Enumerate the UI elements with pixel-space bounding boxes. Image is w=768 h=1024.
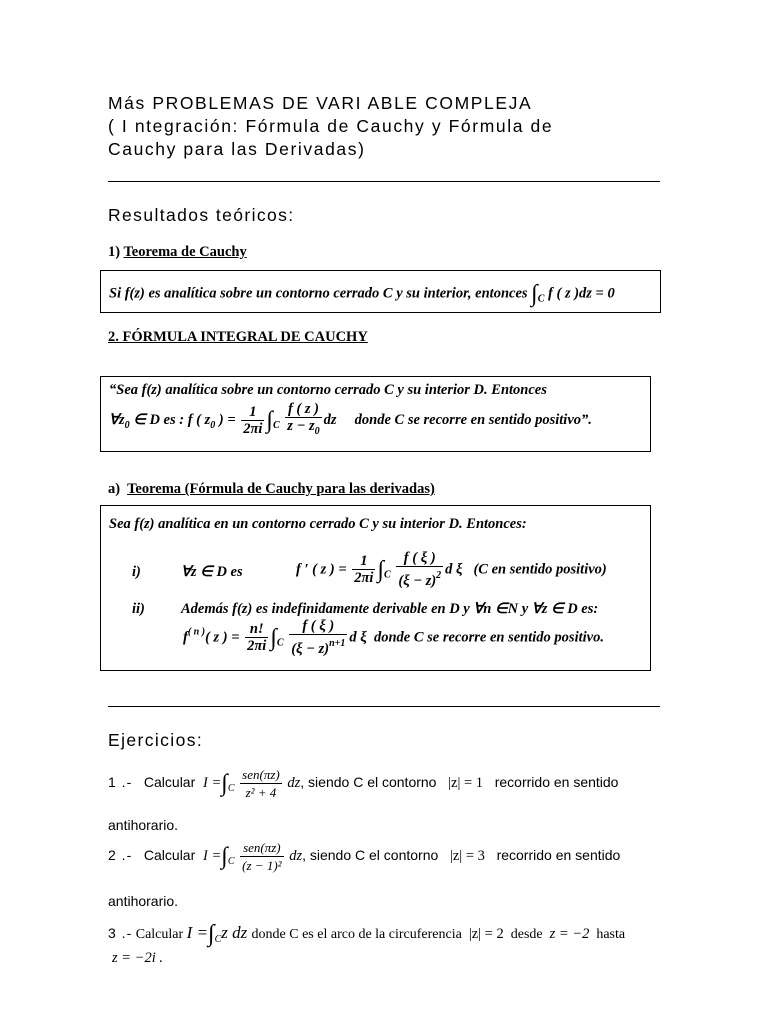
- ejercicio-1: 1 .- Calcular $I =\int_C$ $\frac{\text{sen(πz)}}{\text{z² + 4}}$ dz, siendo C el contorno |z| = 1 recorrido en sentido: [108, 767, 619, 800]
- teorema-cauchy-heading: [108, 244, 247, 261]
- item-i-condition: ∀z ∈ D es: [181, 564, 243, 580]
- exercise-integral: $I =\int_Cz$ dz: [186, 921, 248, 947]
- fraction: $\frac{f ( \xi )}{(\xi - z)^{n+1}}$: [291, 618, 346, 657]
- teorema-cauchy-box: [100, 270, 661, 313]
- teorema-derivadas-intro: Sea f(z) analítica en un contorno cerrado C y su interior D. Entonces:: [109, 516, 527, 532]
- teorema-derivadas-box: [100, 505, 651, 671]
- title-line-2: ( I ntegración: Fórmula de Cauchy y Fórmula de: [108, 116, 554, 136]
- title-line-3: Cauchy para las Derivadas): [108, 139, 366, 159]
- exercise-integral: $I =\int_C$ $\frac{\text{sen(πz)}}{\text{(z − 1)²}}$ dz: [203, 840, 303, 873]
- formula-integral-heading: 2. FÓRMULA INTEGRAL DE CAUCHY: [108, 329, 368, 345]
- ejercicios-heading: Ejercicios:: [108, 730, 204, 750]
- formula-integral-box: [100, 376, 651, 452]
- item-i-formula: f ′ ( z ) = $\frac{1}{2\pi i}$ $\int_C$ $\frac{f ( \xi )}{(\xi - z)^2}$ d ξ (C en sentido positivo): [296, 550, 607, 589]
- formula-integral-line1: “Sea f(z) analítica sobre un contorno cerrado C y su interior D. Entonces: [109, 382, 547, 398]
- divider-top: [108, 181, 660, 182]
- title-line-1: Más PROBLEMAS DE VARI ABLE COMPLEJA: [108, 93, 533, 113]
- integral-sign: ∫: [531, 281, 538, 307]
- fraction: $\frac{n!}{2\pi i}$: [247, 621, 267, 654]
- ejercicio-2: 2 .- Calcular $I =\int_C$ $\frac{\text{sen(πz)}}{\text{(z − 1)²}}$ dz, siendo C el contorno |z| = 3 recorrido en sentido: [108, 840, 621, 873]
- ejercicio-3: 3 .- Calcular $I =\int_Cz$ dz donde C es el arco de la circuferencia |z| = 2 desde z = −2 hasta: [108, 921, 626, 947]
- divider-middle: [108, 706, 660, 707]
- item-ii-text: Además f(z) es indefinidamente derivable en D y ∀n ∈N y ∀z ∈ D es:: [181, 601, 599, 617]
- integral-sign: ∫: [266, 407, 273, 434]
- teorema-cauchy-statement: Si f(z) es analítica sobre un contorno cerrado C y su interior, entonces $\int_C$ f ( z )dz = 0: [109, 281, 615, 307]
- item-ii-formula: $f^{( n )}$( z ) = $\frac{n!}{2\pi i}$ $\int_C$ $\frac{f ( \xi )}{(\xi - z)^{n+1}}$ d ξ donde C se recorre en sentido positivo.: [183, 618, 604, 657]
- integral-sign: ∫: [377, 557, 385, 583]
- ejercicio-3-cont: z = −2i .: [112, 950, 163, 966]
- ejercicio-1-cont: antihorario.: [108, 817, 179, 833]
- formula-integral-line2: $\forall z_0$ ∈ D es : f ( $z_0$ ) = $\frac{1}{2\pi i}$ $\int_C$ $\frac{f ( z )}{z - z_0}$ dz donde C se recorre en sentido positivo”.: [109, 401, 592, 440]
- ejercicio-2-cont: antihorario.: [108, 893, 179, 909]
- fraction: $\frac{1}{2\pi i}$: [354, 553, 374, 586]
- teorema-cauchy-number: 1): [108, 244, 121, 260]
- fraction: $\frac{1}{2\pi i}$: [243, 403, 263, 437]
- fraction: $\frac{f ( \xi )}{(\xi - z)^2}$: [398, 550, 442, 589]
- exercise-integral: $I =\int_C$ $\frac{\text{sen(πz)}}{\text{z² + 4}}$ dz: [203, 767, 301, 800]
- resultados-heading: Resultados teóricos:: [108, 205, 295, 225]
- teorema-cauchy-title: Teorema de Cauchy: [123, 244, 247, 260]
- item-i-label: i): [132, 564, 141, 580]
- fraction: $\frac{f ( z )}{z - z_0}$: [285, 401, 321, 440]
- teorema-derivadas-heading: a) Teorema (Fórmula de Cauchy para las derivadas): [108, 481, 435, 497]
- integral-sign: ∫: [270, 625, 277, 651]
- item-ii-label: ii): [132, 601, 145, 617]
